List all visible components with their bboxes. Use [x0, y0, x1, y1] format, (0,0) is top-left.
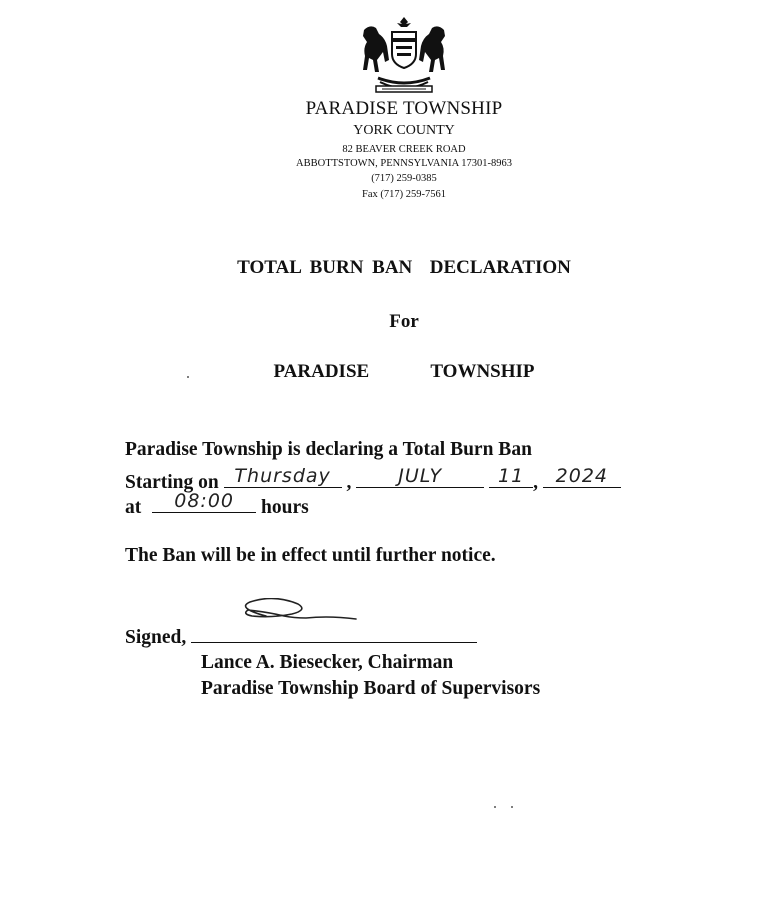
- time-line: [125, 490, 309, 518]
- day-field: [224, 465, 342, 488]
- fax-number: Fax (717) 259-7561: [362, 189, 446, 200]
- declaration-title: TOTAL BURN BAN DECLARATION: [237, 257, 571, 278]
- time-field: [152, 490, 256, 513]
- for-label: For: [389, 311, 419, 332]
- at-label: at: [125, 497, 142, 518]
- phone-number: (717) 259-0385: [371, 173, 437, 184]
- comma-separator: ,: [346, 472, 352, 493]
- signed-label: Signed,: [125, 627, 187, 648]
- pennsylvania-seal-logo: [356, 16, 452, 94]
- date-field: [489, 465, 533, 488]
- year-field: [543, 465, 621, 488]
- month-field: [356, 465, 484, 488]
- scan-speck: [511, 806, 513, 808]
- city-address: ABBOTTSTOWN, PENNSYLVANIA 17301-8963: [296, 158, 512, 169]
- scan-speck: [494, 806, 496, 808]
- scan-speck: [187, 376, 189, 378]
- township-name: PARADISE TOWNSHIP: [305, 98, 503, 119]
- street-address: 82 BEAVER CREEK ROAD: [342, 144, 466, 155]
- starting-line: [125, 465, 621, 493]
- handwritten-signature: [226, 598, 376, 638]
- starting-label: Starting on: [125, 472, 219, 493]
- year-value: 2024: [555, 465, 609, 487]
- declaration-statement: Paradise Township is declaring a Total Burn Ban: [125, 439, 532, 460]
- county-name: YORK COUNTY: [353, 123, 455, 138]
- signer-name: Lance A. Biesecker, Chairman: [201, 652, 454, 673]
- day-value: Thursday: [234, 465, 331, 487]
- hours-label: hours: [261, 497, 309, 518]
- comma-separator-2: ,: [533, 472, 538, 493]
- effect-statement: The Ban will be in effect until further notice.: [125, 545, 496, 566]
- time-value: 08:00: [174, 490, 234, 512]
- township-heading: PARADISE TOWNSHIP: [273, 361, 535, 382]
- date-value: 11: [498, 465, 525, 487]
- month-value: JULY: [398, 465, 443, 487]
- signer-board: Paradise Township Board of Supervisors: [201, 678, 541, 699]
